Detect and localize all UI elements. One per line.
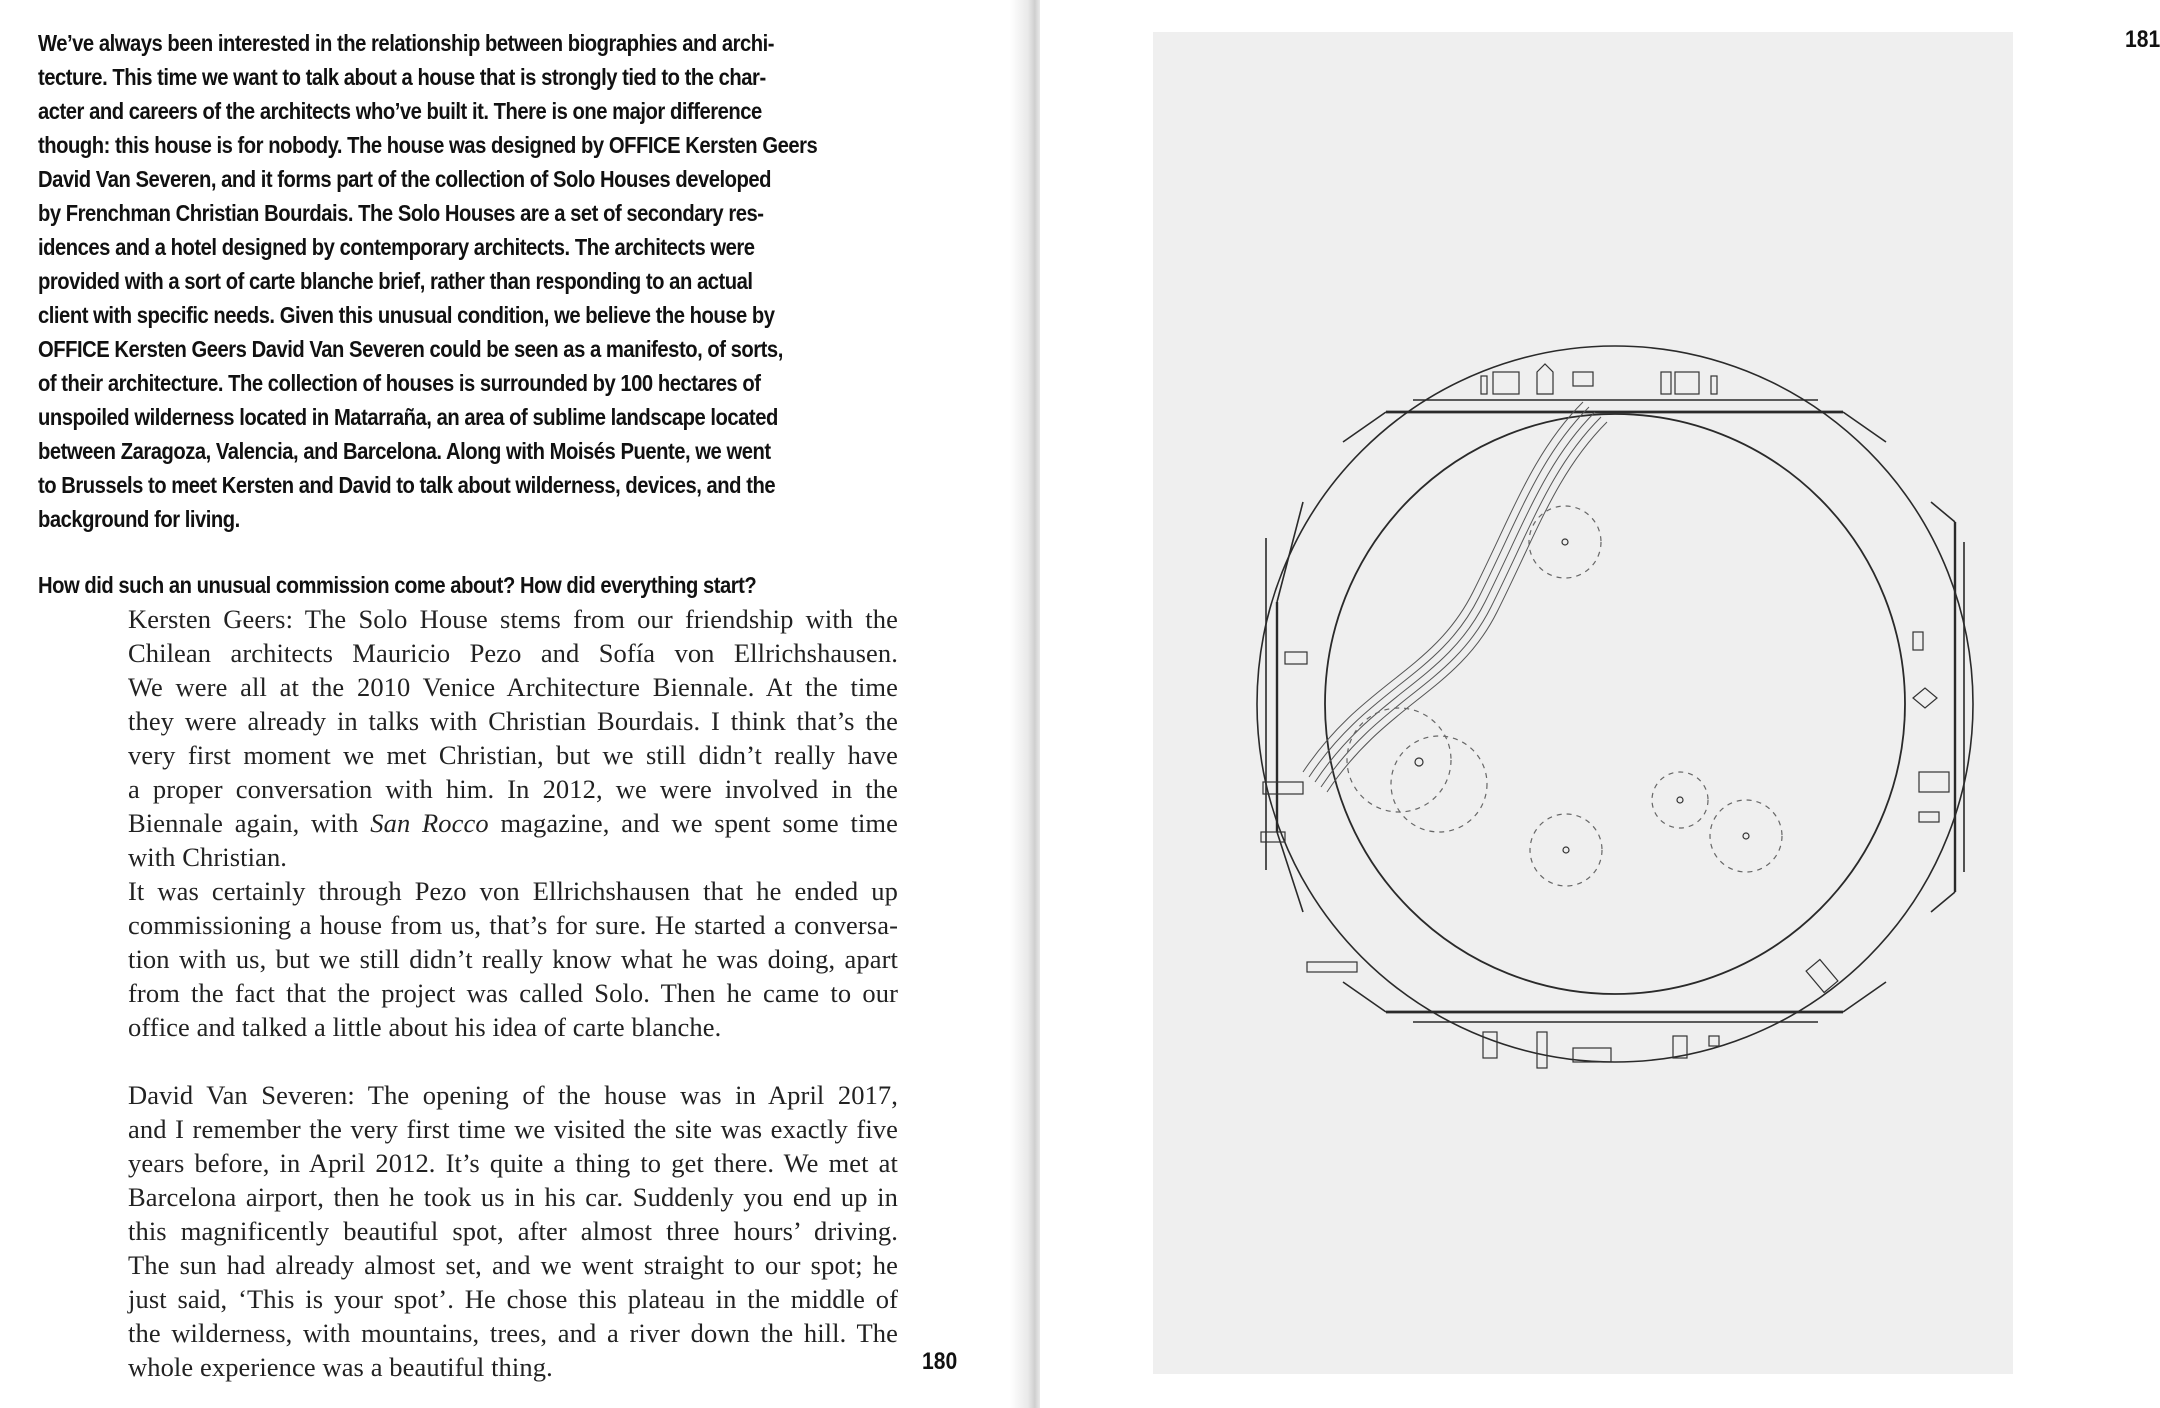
intro-line: We’ve always been interested in the relationship between biographies and archi- bbox=[38, 30, 775, 56]
answer-line: Barcelona airport, then he took us in his car. Suddenly you end up in bbox=[128, 1182, 898, 1212]
intro-line: idences and a hotel designed by contemporary architects. The architects were bbox=[38, 234, 755, 260]
interview-question: How did such an unusual commission come about? How did everything start? bbox=[38, 572, 757, 598]
answer-line: years before, in April 2012. It’s quite a thing to get there. We met at bbox=[128, 1148, 898, 1178]
intro-line: OFFICE Kersten Geers David Van Severen could be seen as a manifesto, of sorts, bbox=[38, 336, 783, 362]
answer-kersten-1 bbox=[128, 602, 898, 874]
answer-line: and I remember the very first time we visited the site was exactly five bbox=[128, 1114, 898, 1144]
answer-line: We were all at the 2010 Venice Architecture Biennale. At the time bbox=[128, 672, 898, 702]
answer-line: very first moment we met Christian, but we still didn’t really have bbox=[128, 740, 898, 770]
plan-drawing-plate bbox=[1153, 32, 2013, 1374]
answer-line: the wilderness, with mountains, trees, and a river down the hill. The bbox=[128, 1318, 898, 1348]
answer-line: Kersten Geers: The Solo House stems from our friendship with the bbox=[128, 604, 898, 634]
answer-line: just said, ‘This is your spot’. He chose this plateau in the middle of bbox=[128, 1284, 898, 1314]
answer-line: whole experience was a beautiful thing. bbox=[128, 1352, 553, 1382]
answer-line: they were already in talks with Christian Bourdais. I think that’s the bbox=[128, 706, 898, 736]
tree-trunks bbox=[1415, 539, 1749, 853]
answer-line: from the fact that the project was called Solo. Then he came to our bbox=[128, 978, 898, 1008]
answer-line: commissioning a house from us, that’s for sure. He started a conversa- bbox=[128, 910, 898, 940]
furniture bbox=[1261, 364, 1949, 1068]
answer-line: David Van Severen: The opening of the house was in April 2017, bbox=[128, 1080, 898, 1110]
intro-line: client with specific needs. Given this unusual condition, we believe the house by bbox=[38, 302, 775, 328]
answer-line: a proper conversation with him. In 2012, we were involved in the bbox=[128, 774, 898, 804]
answer-line: tion with us, but we still didn’t really know what he was doing, apart bbox=[128, 944, 898, 974]
intro-line: tecture. This time we want to talk about a house that is strongly tied to the char- bbox=[38, 64, 766, 90]
intro-line: between Zaragoza, Valencia, and Barcelona. Along with Moisés Puente, we went bbox=[38, 438, 771, 464]
page-number-left: 180 bbox=[922, 1348, 958, 1375]
answer-line: Chilean architects Mauricio Pezo and Sofía von Ellrichshausen. bbox=[128, 638, 898, 668]
intro-paragraph bbox=[38, 26, 898, 536]
left-page bbox=[0, 0, 1025, 1408]
answer-line: office and talked a little about his idea of carte blanche. bbox=[128, 1012, 722, 1042]
tree-canopies bbox=[1347, 506, 1782, 886]
intro-line: though: this house is for nobody. The house was designed by OFFICE Kersten Geers bbox=[38, 132, 818, 158]
magazine-title: San Rocco bbox=[370, 808, 489, 838]
intro-line: acter and careers of the architects who’ve built it. There is one major difference bbox=[38, 98, 762, 124]
intro-line: David Van Severen, and it forms part of the collection of Solo Houses developed bbox=[38, 166, 772, 192]
intro-line: of their architecture. The collection of houses is surrounded by 100 hectares of bbox=[38, 370, 761, 396]
answer-line: with Christian. bbox=[128, 842, 288, 872]
page-number-right: 181 bbox=[2125, 26, 2160, 53]
answer-line-italic: Biennale again, with San Rocco magazine, and we spent some time bbox=[128, 808, 898, 838]
stepped-path bbox=[1303, 402, 1607, 792]
circular-house-plan bbox=[1153, 32, 2013, 1374]
intro-line: to Brussels to meet Kersten and David to talk about wilderness, devices, and the bbox=[38, 472, 776, 498]
intro-line: provided with a sort of carte blanche brief, rather than responding to an actual bbox=[38, 268, 753, 294]
intro-line: unspoiled wilderness located in Matarraña, an area of sublime landscape located bbox=[38, 404, 778, 430]
answer-line: It was certainly through Pezo von Ellrichshausen that he ended up bbox=[128, 876, 898, 906]
answer-line: The sun had already almost set, and we went straight to our spot; he bbox=[128, 1250, 898, 1280]
answer-line: this magnificently beautiful spot, after almost three hours’ driving. bbox=[128, 1216, 898, 1246]
intro-line: by Frenchman Christian Bourdais. The Solo Houses are a set of secondary res- bbox=[38, 200, 764, 226]
answer-kersten-2 bbox=[128, 874, 898, 1044]
answer-david bbox=[128, 1078, 898, 1384]
intro-line: background for living. bbox=[38, 506, 240, 532]
